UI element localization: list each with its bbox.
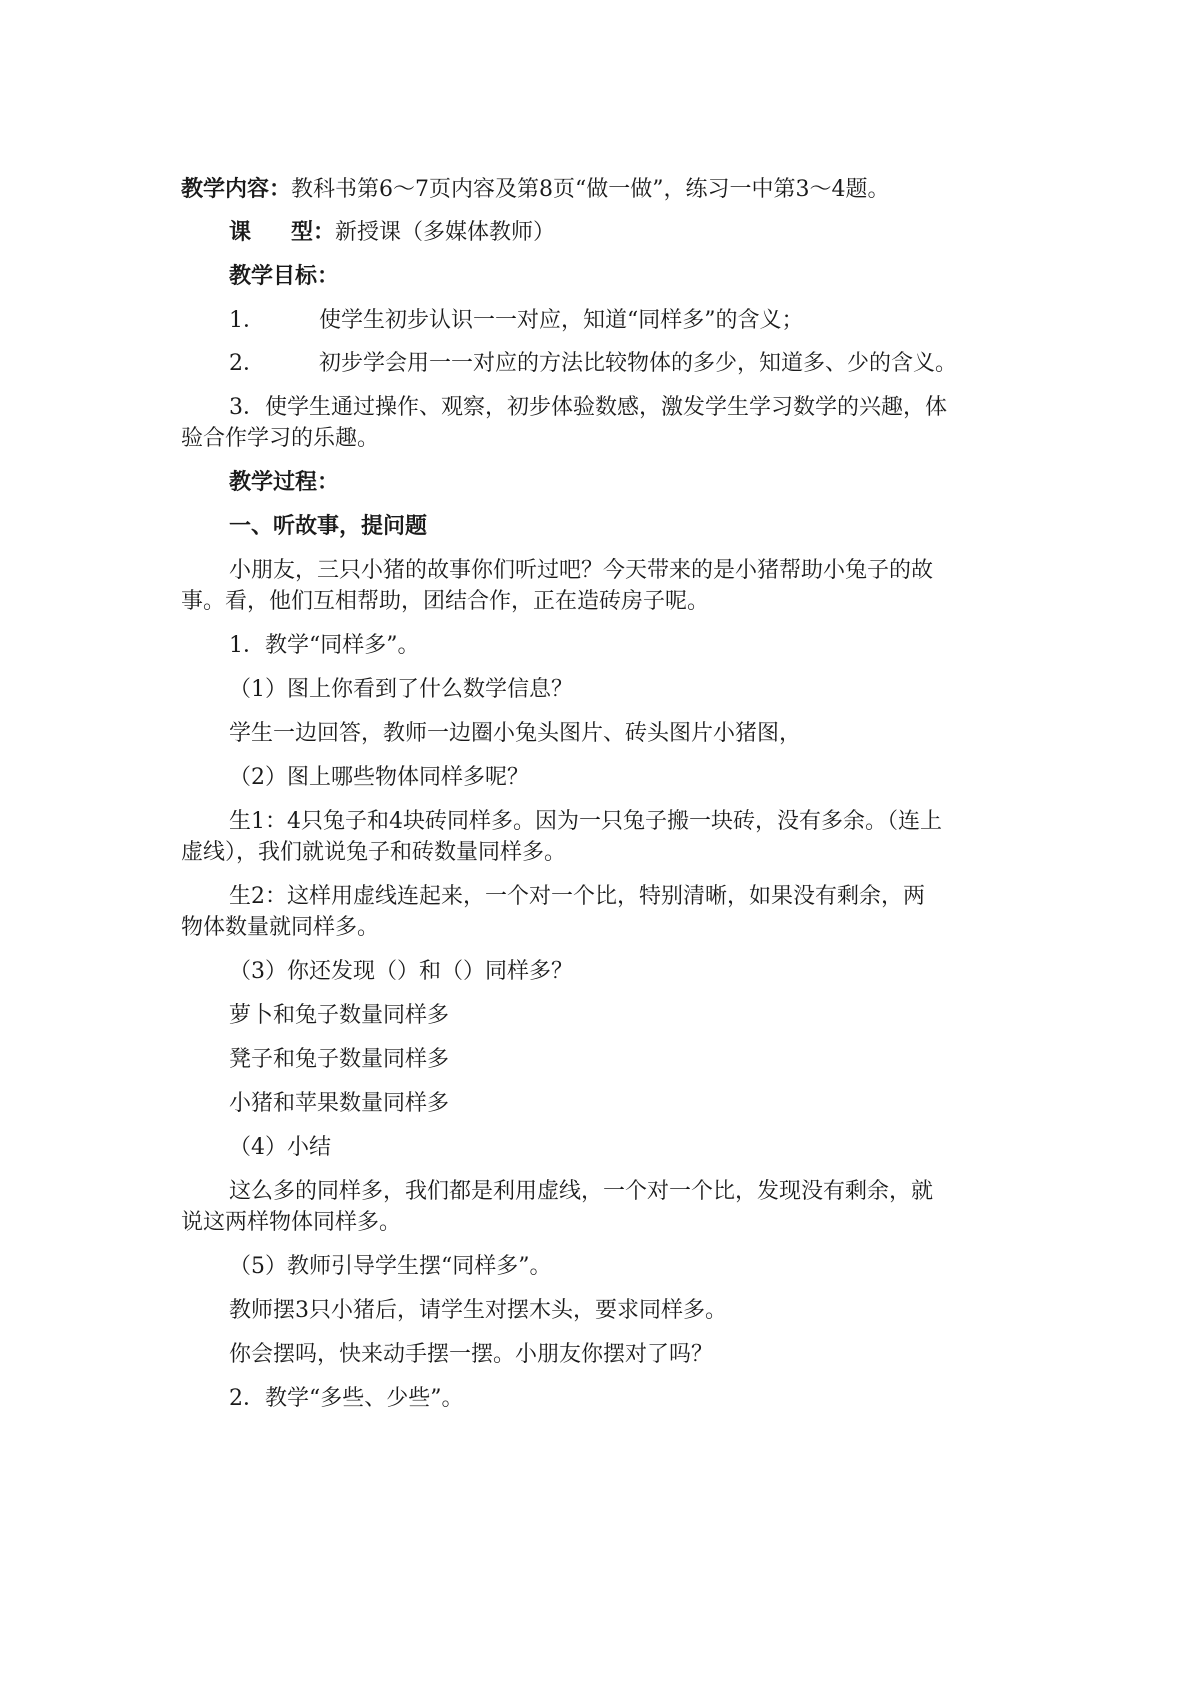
summary-line-1: 这么多的同样多，我们都是利用虚线，一个对一个比，发现没有剩余，就: [229, 1179, 934, 1204]
summary-line-2: 说这两样物体同样多。: [181, 1210, 402, 1235]
intro-paragraph-line-2: 事。看，他们互相帮助，团结合作，正在造砖房子呢。: [181, 589, 710, 614]
question-5: （5）教师引导学生摆“同样多”。: [229, 1254, 552, 1279]
goal-1-text: 使学生初步认识一一对应，知道“同样多”的含义；: [319, 308, 804, 333]
student-1-line-2: 虚线），我们就说兔子和砖数量同样多。: [181, 840, 567, 865]
goal-1-number: 1．: [229, 308, 265, 333]
goal-2-number: 2．: [229, 351, 265, 376]
lesson-type-label-2: 型：: [291, 219, 336, 245]
lesson-type-line: [229, 217, 1191, 248]
answer-list-item: 萝卜和兔子数量同样多: [229, 1003, 450, 1028]
question-4: （4）小结: [229, 1135, 331, 1160]
student-2-line-2: 物体数量就同样多。: [181, 915, 380, 940]
teaching-content-line: [181, 174, 1191, 205]
question-2: （2）图上哪些物体同样多呢？: [229, 765, 529, 790]
lesson-type-text: 新授课（多媒体教师）: [335, 220, 556, 245]
goal-3-line-1: 3．使学生通过操作、观察，初步体验数感，激发学生学习数学的兴趣，体: [229, 395, 947, 420]
lesson-type-label-1: 课: [229, 219, 252, 245]
process-heading: 教学过程：: [229, 469, 340, 495]
question-1: （1）图上你看到了什么数学信息？: [229, 677, 573, 702]
teaching-content-label: 教学内容：: [181, 176, 292, 202]
question-3: （3）你还发现（）和（）同样多？: [229, 959, 573, 984]
answer-list-item: 小猪和苹果数量同样多: [229, 1091, 450, 1116]
teaching-content-text: 教科书第6～7页内容及第8页“做一做”，练习一中第3～4题。: [291, 177, 890, 202]
teacher-line-2: 你会摆吗，快来动手摆一摆。小朋友你摆对了吗？: [229, 1342, 714, 1367]
goal-2: [229, 348, 1191, 379]
goal-2-text: 初步学会用一一对应的方法比较物体的多少，知道多、少的含义。: [319, 351, 958, 376]
teacher-line-1: 教师摆3只小猪后，请学生对摆木头，要求同样多。: [229, 1298, 727, 1323]
goal-1: [229, 305, 1191, 336]
goal-3-line-2: 验合作学习的乐趣。: [181, 426, 380, 451]
answer-list-item: 凳子和兔子数量同样多: [229, 1047, 450, 1072]
student-1-line-1: 生1：4只兔子和4块砖同样多。因为一只兔子搬一块砖，没有多余。（连上: [229, 809, 942, 834]
item-1: 1．教学“同样多”。: [229, 633, 420, 658]
answer-1: 学生一边回答，教师一边圈小兔头图片、砖头图片小猪图，: [229, 721, 802, 746]
goals-heading: 教学目标：: [229, 263, 340, 289]
section-1-heading: 一、听故事，提问题: [229, 513, 428, 539]
student-2-line-1: 生2：这样用虚线连起来，一个对一个比，特别清晰，如果没有剩余，两: [229, 884, 925, 909]
intro-paragraph-line-1: 小朋友，三只小猪的故事你们听过吧？今天带来的是小猪帮助小兔子的故: [229, 558, 934, 583]
item-2: 2．教学“多些、少些”。: [229, 1386, 464, 1411]
